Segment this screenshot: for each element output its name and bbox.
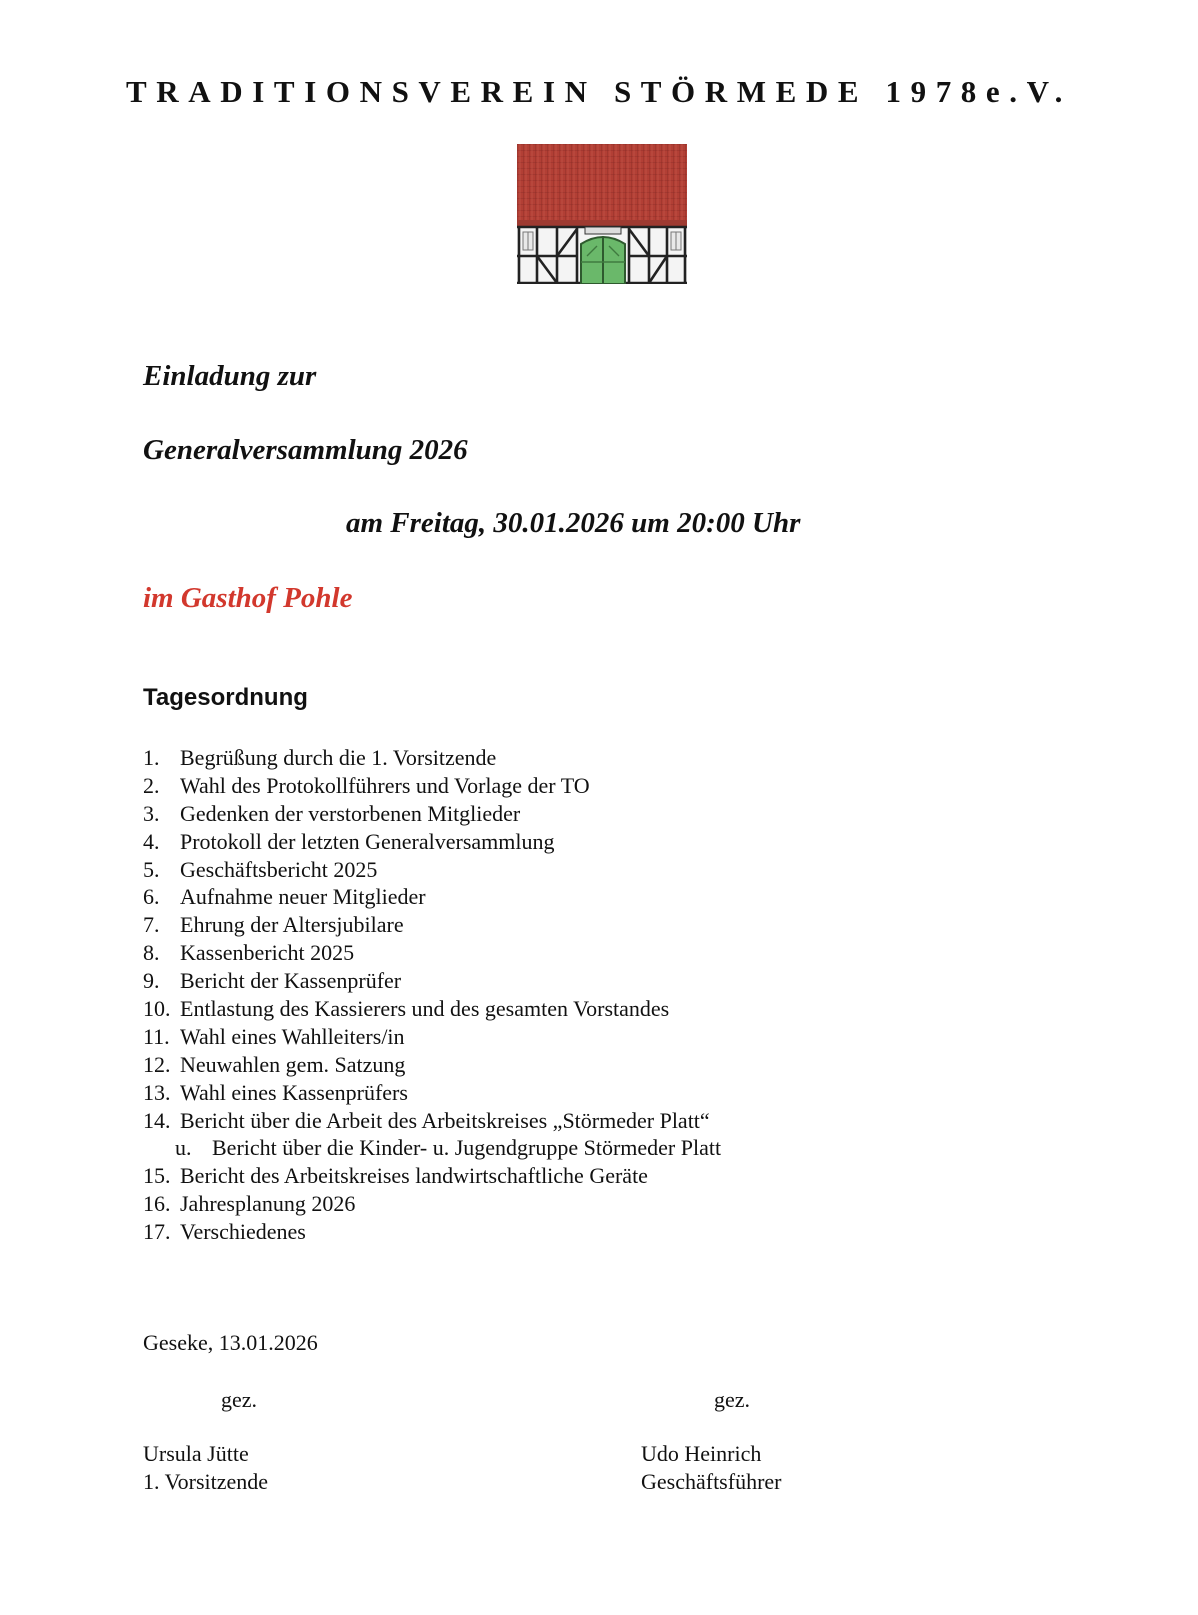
agenda-item xyxy=(143,1162,721,1190)
agenda-item-text: Protokoll der letzten Generalversammlung xyxy=(180,828,555,854)
agenda-item-number: 11. xyxy=(143,1023,170,1049)
signed-note-left: gez. xyxy=(221,1387,258,1412)
agenda-item-text: Neuwahlen gem. Satzung xyxy=(180,1051,406,1077)
agenda-title: Tagesordnung xyxy=(143,684,308,711)
agenda-item-number: u. xyxy=(175,1135,192,1161)
roof xyxy=(517,144,687,226)
agenda-item-text: Ehrung der Altersjubilare xyxy=(180,912,404,938)
agenda-item-text: Aufnahme neuer Mitglieder xyxy=(180,884,426,910)
agenda-item-text: Wahl des Protokollführers und Vorlage der TO xyxy=(180,772,590,798)
signatory-role-left: 1. Vorsitzende xyxy=(143,1469,269,1494)
agenda-item-text: Verschiedenes xyxy=(180,1219,306,1245)
agenda-item-number: 14. xyxy=(143,1107,171,1133)
event-venue: im Gasthof Pohle xyxy=(143,582,353,614)
agenda-item-text: Jahresplanung 2026 xyxy=(180,1191,356,1217)
agenda-item xyxy=(143,1023,721,1051)
agenda-item-number: 4. xyxy=(143,828,160,854)
agenda-item-number: 10. xyxy=(143,996,171,1022)
agenda-item-number: 13. xyxy=(143,1079,171,1105)
agenda-item-number: 15. xyxy=(143,1163,171,1189)
signed-note-right: gez. xyxy=(714,1387,751,1412)
agenda-item-text: Bericht über die Arbeit des Arbeitskreises „Störmeder Platt“ xyxy=(180,1107,710,1133)
invitation-heading: Einladung zur xyxy=(143,360,317,392)
agenda-list xyxy=(143,744,721,1246)
agenda-item xyxy=(143,995,721,1023)
agenda-item-number: 17. xyxy=(143,1219,171,1245)
agenda-item xyxy=(143,828,721,856)
agenda-item-number: 2. xyxy=(143,772,160,798)
agenda-item-text: Bericht des Arbeitskreises landwirtschaftliche Geräte xyxy=(180,1163,648,1189)
agenda-item-number: 7. xyxy=(143,912,160,938)
agenda-item-number: 1. xyxy=(143,745,160,770)
agenda-item-text: Wahl eines Wahlleiters/in xyxy=(180,1023,405,1049)
agenda-item-number: 5. xyxy=(143,856,160,882)
agenda-item-text: Kassenbericht 2025 xyxy=(180,940,355,966)
agenda-item xyxy=(143,1051,721,1079)
signatory-name-left: Ursula Jütte xyxy=(143,1441,249,1466)
agenda-item xyxy=(143,911,721,939)
event-title: Generalversammlung 2026 xyxy=(143,434,468,466)
agenda-item-number: 3. xyxy=(143,800,160,826)
event-date: am Freitag, 30.01.2026 um 20:00 Uhr xyxy=(346,507,801,539)
agenda-item-text: Entlastung des Kassierers und des gesamten Vorstandes xyxy=(180,996,670,1022)
place-and-date: Geseke, 13.01.2026 xyxy=(143,1330,318,1355)
agenda-item xyxy=(143,744,721,772)
agenda-item xyxy=(143,772,721,800)
agenda-item xyxy=(143,1079,721,1107)
agenda-item-text: Bericht über die Kinder- u. Jugendgruppe Störmeder Platt xyxy=(212,1135,722,1161)
agenda-item-number: 6. xyxy=(143,884,160,910)
agenda-item xyxy=(143,1134,721,1162)
organization-title: TRADITIONSVEREIN STÖRMEDE 1978e.V. xyxy=(126,74,1072,109)
signatory-name-right: Udo Heinrich xyxy=(641,1441,762,1466)
agenda-item-text: Geschäftsbericht 2025 xyxy=(180,856,378,882)
agenda-item-text: Gedenken der verstorbenen Mitglieder xyxy=(180,800,521,826)
agenda-item-text: Wahl eines Kassenprüfers xyxy=(180,1079,408,1105)
agenda-item-number: 9. xyxy=(143,968,160,994)
agenda-item-number: 12. xyxy=(143,1051,171,1077)
agenda-item xyxy=(143,856,721,884)
half-timbered-house-icon xyxy=(517,144,687,284)
agenda-item-number: 8. xyxy=(143,940,160,966)
agenda-item xyxy=(143,1218,721,1246)
agenda-item xyxy=(143,1107,721,1135)
signatory-role-right: Geschäftsführer xyxy=(641,1469,782,1494)
agenda-item xyxy=(143,939,721,967)
agenda-item-text: Begrüßung durch die 1. Vorsitzende xyxy=(180,745,497,770)
agenda-item xyxy=(143,967,721,995)
agenda-item xyxy=(143,883,721,911)
agenda-item-number: 16. xyxy=(143,1191,171,1217)
agenda-item xyxy=(143,1190,721,1218)
agenda-item-text: Bericht der Kassenprüfer xyxy=(180,968,402,994)
agenda-item xyxy=(143,800,721,828)
